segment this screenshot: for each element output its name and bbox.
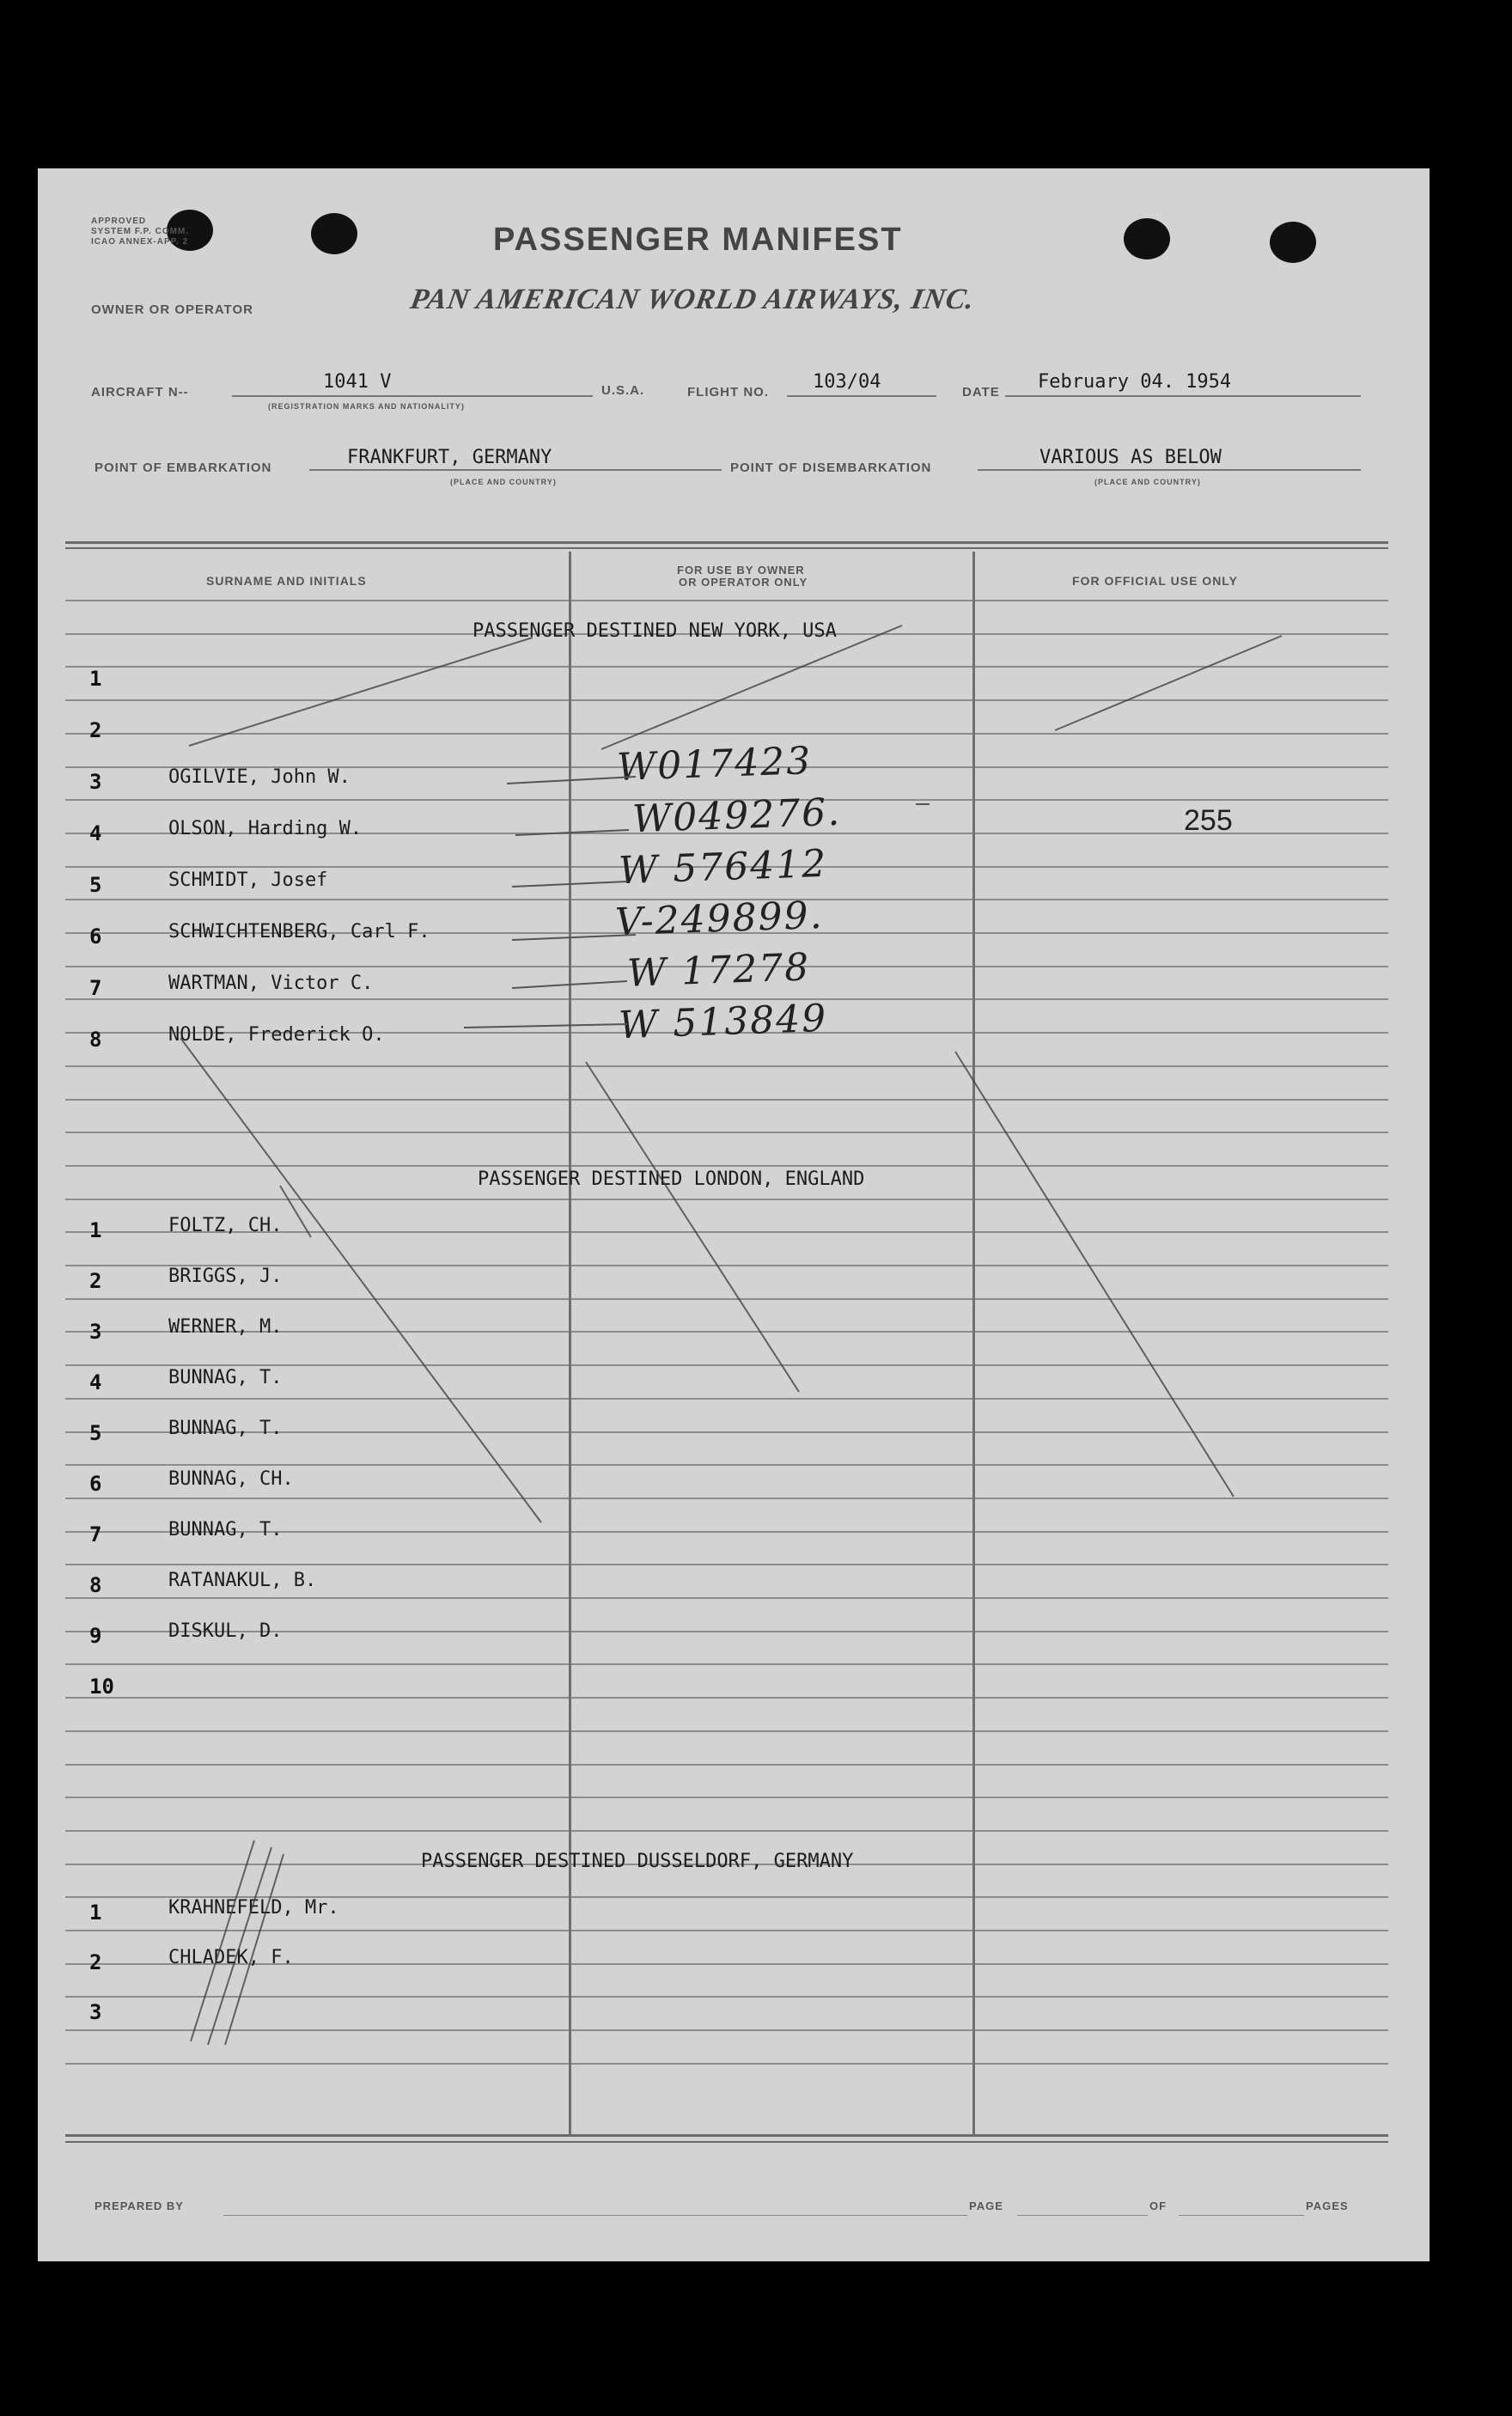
row-number: 1	[89, 1900, 102, 1925]
row-number: 5	[89, 1421, 102, 1445]
row-number: 3	[89, 1320, 102, 1344]
row-number: 7	[89, 1522, 102, 1547]
passenger-name: BRIGGS, J.	[168, 1266, 283, 1287]
row-number: 8	[89, 1028, 102, 1052]
approval-line: APPROVED	[91, 217, 147, 226]
passenger-name: NOLDE, Frederick O.	[168, 1024, 385, 1046]
passenger-name: OGILVIE, John W.	[168, 766, 351, 788]
col-header-surname: SURNAME AND INITIALS	[206, 574, 367, 588]
row-number: 7	[89, 976, 102, 1000]
flight-label: FLIGHT NO.	[687, 385, 769, 400]
page-title: PASSENGER MANIFEST	[493, 222, 903, 258]
embark-value: FRANKFURT, GERMANY	[347, 447, 552, 468]
passenger-name: BUNNAG, CH.	[168, 1468, 294, 1490]
embark-caption: (PLACE AND COUNTRY)	[450, 478, 557, 486]
date-value: February 04. 1954	[1038, 371, 1232, 393]
registration-caption: (REGISTRATION MARKS AND NATIONALITY)	[268, 402, 465, 411]
cancel-stroke	[601, 625, 902, 749]
passport-number: W017423	[616, 739, 814, 790]
row-number: 1	[89, 667, 102, 691]
passenger-name: KRAHNEFELD, Mr.	[168, 1897, 339, 1919]
passenger-name: WERNER, M.	[168, 1316, 283, 1338]
section-heading: PASSENGER DESTINED DUSSELDORF, GERMANY	[421, 1851, 854, 1872]
flight-value: 103/04	[813, 371, 881, 393]
row-number: 2	[89, 1950, 102, 1974]
cancel-stroke	[955, 1052, 1234, 1497]
row-number: 10	[89, 1675, 114, 1699]
disembark-value: VARIOUS AS BELOW	[1040, 447, 1222, 468]
airline-name: PAN AMERICAN WORLD AIRWAYS, INC.	[407, 284, 978, 315]
row-number: 8	[89, 1573, 102, 1597]
aircraft-value: 1041 V	[323, 371, 392, 393]
cancel-stroke	[180, 1038, 541, 1522]
aircraft-label: AIRCRAFT N--	[91, 385, 189, 400]
col-header-owner-2: OR OPERATOR ONLY	[679, 576, 808, 589]
approval-line: SYSTEM F.P. COMM.	[91, 227, 190, 236]
row-number: 6	[89, 924, 102, 949]
row-number: 3	[89, 2000, 102, 2024]
passenger-name: RATANAKUL, B.	[168, 1570, 317, 1591]
col-header-owner-1: FOR USE BY OWNER	[677, 564, 805, 577]
cancel-stroke	[189, 638, 533, 746]
cancel-stroke	[208, 1847, 271, 2045]
passenger-name: BUNNAG, T.	[168, 1418, 283, 1439]
passenger-name: WARTMAN, Victor C.	[168, 973, 374, 994]
col-header-official: FOR OFFICIAL USE ONLY	[1072, 574, 1238, 588]
cancel-stroke	[225, 1854, 284, 2045]
official-note: 255	[1184, 804, 1233, 837]
passport-number: W049276.	[631, 790, 843, 842]
row-number: 4	[89, 821, 102, 845]
usa-label: U.S.A.	[601, 383, 645, 398]
passenger-name: OLSON, Harding W.	[168, 818, 363, 839]
row-number: 9	[89, 1624, 102, 1648]
disembark-label: POINT OF DISEMBARKATION	[730, 461, 932, 475]
row-number: 2	[89, 718, 102, 742]
embark-label: POINT OF EMBARKATION	[94, 461, 272, 475]
row-number: 3	[89, 770, 102, 794]
pages-label: PAGES	[1306, 2199, 1349, 2212]
passport-number: W 17278	[626, 945, 812, 996]
passenger-name: FOLTZ, CH.	[168, 1215, 283, 1236]
row-number: 2	[89, 1269, 102, 1293]
passport-number: W 513849	[618, 996, 829, 1048]
prepared-label: PREPARED BY	[94, 2199, 184, 2212]
row-number: 1	[89, 1218, 102, 1242]
section-heading: PASSENGER DESTINED NEW YORK, USA	[472, 620, 837, 642]
passport-number: W 576412	[618, 841, 829, 894]
passenger-name: CHLADEK, F.	[168, 1947, 294, 1968]
owner-label: OWNER OR OPERATOR	[91, 302, 253, 317]
passenger-name: SCHMIDT, Josef	[168, 869, 328, 891]
passenger-name: BUNNAG, T.	[168, 1367, 283, 1388]
row-number: 4	[89, 1370, 102, 1394]
cancel-stroke	[586, 1062, 799, 1392]
section-heading: PASSENGER DESTINED LONDON, ENGLAND	[478, 1168, 865, 1190]
cancel-stroke	[1055, 636, 1282, 730]
passenger-name: SCHWICHTENBERG, Carl F.	[168, 921, 430, 943]
cancel-stroke	[191, 1840, 254, 2041]
date-label: DATE	[962, 385, 1000, 400]
row-number: 5	[89, 873, 102, 897]
page-label: PAGE	[969, 2199, 1003, 2212]
passenger-name: DISKUL, D.	[168, 1620, 283, 1642]
passport-number: V-249899.	[614, 893, 825, 945]
disembark-caption: (PLACE AND COUNTRY)	[1094, 478, 1201, 486]
passenger-name: BUNNAG, T.	[168, 1519, 283, 1541]
of-label: OF	[1149, 2199, 1168, 2212]
approval-line: ICAO ANNEX-APP. 2	[91, 237, 189, 247]
row-number: 6	[89, 1472, 102, 1496]
